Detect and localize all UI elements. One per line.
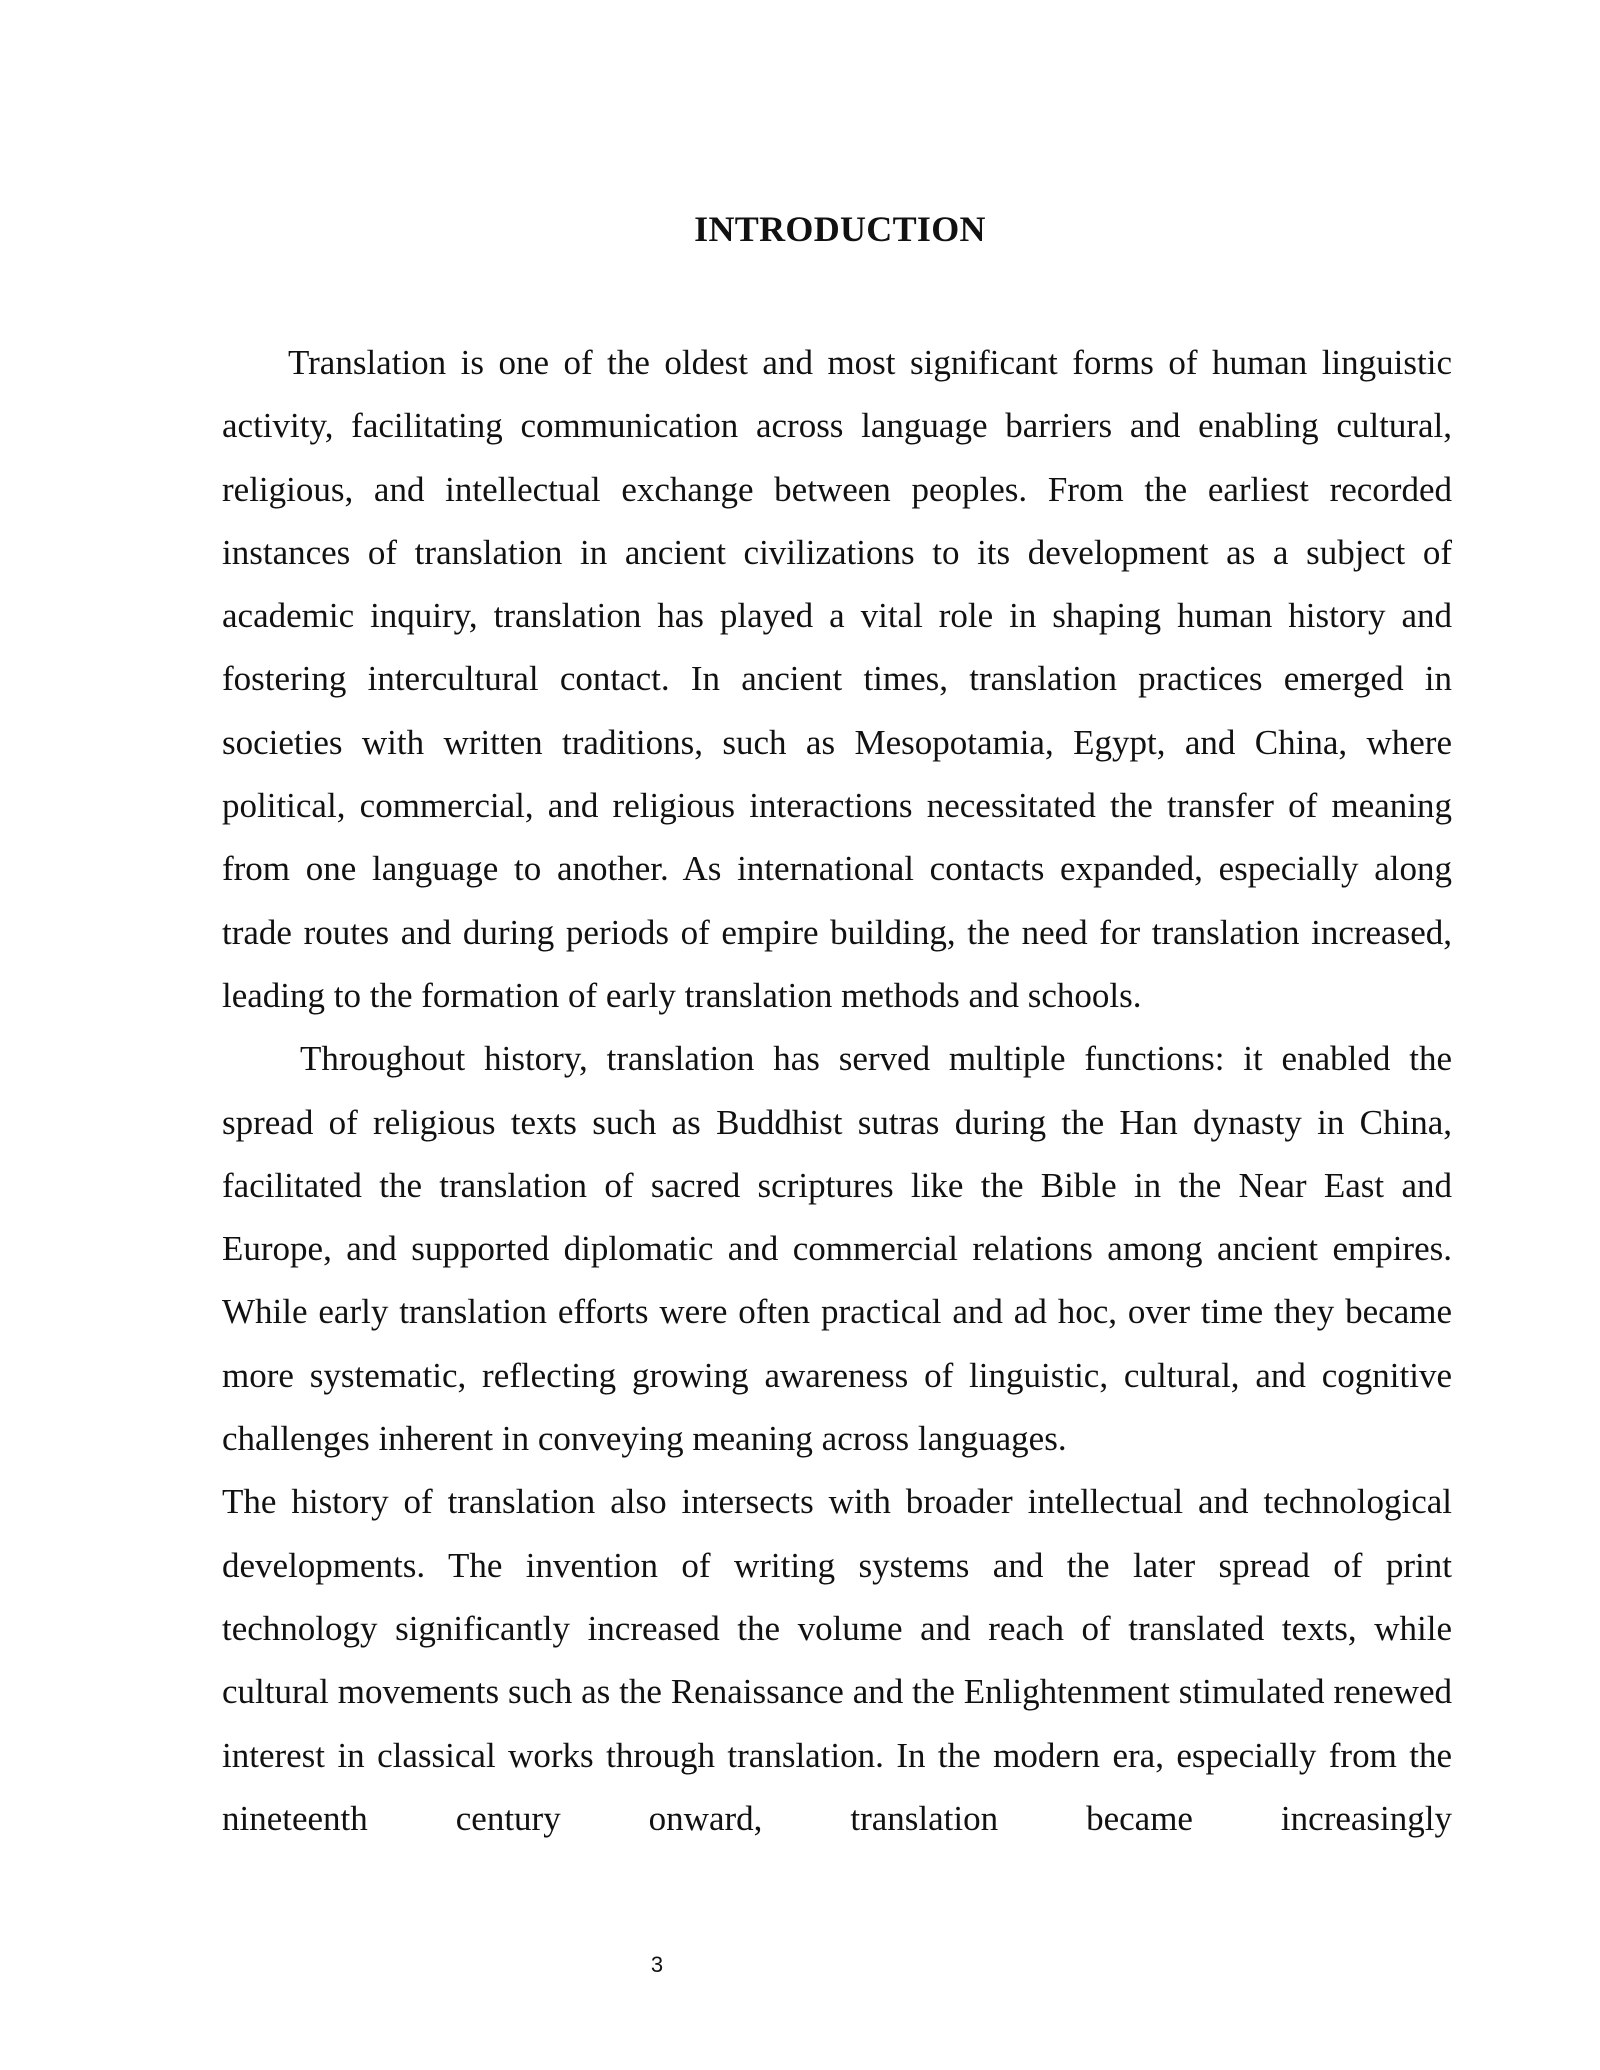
body-text	[222, 331, 1452, 1850]
page-number: 3	[650, 1952, 664, 1977]
paragraph-3: The history of translation also intersects with broader intellectual and technological developments. The invention of writing systems and the later spread of print technology significantly increased the volume and reach of translated texts, while cultural movements such as the Renaissance and the Enlightenment stimulated renewed interest in classical works through translation. In the modern era, especially from the nineteenth century onward, translation became increasingly	[222, 1482, 1452, 1838]
paragraph-1: Translation is one of the oldest and most significant forms of human linguistic activity, facilitating communication across language barriers and enabling cultural, religious, and intellectual exchange between peoples. From the earliest recorded instances of translation in ancient civilizations to its development as a subject of academic inquiry, translation has played a vital role in shaping human history and fostering intercultural contact. In ancient times, translation practices emerged in societies with written traditions, such as Mesopotamia, Egypt, and China, where political, commercial, and religious interactions necessitated the transfer of meaning from one language to another. As international contacts expanded, especially along trade routes and during periods of empire building, the need for translation increased, leading to the formation of early translation methods and schools.	[222, 343, 1452, 1015]
paragraph-2: Throughout history, translation has served multiple functions: it enabled the spread of religious texts such as Buddhist sutras during the Han dynasty in China, facilitated the translation of sacred scriptures like the Bible in the Near East and Europe, and supported diplomatic and commercial relations among ancient empires. While early translation efforts were often practical and ad hoc, over time they became more systematic, reflecting growing awareness of linguistic, cultural, and cognitive challenges inherent in conveying meaning across languages.	[222, 1039, 1452, 1459]
section-heading: INTRODUCTION	[694, 209, 986, 249]
